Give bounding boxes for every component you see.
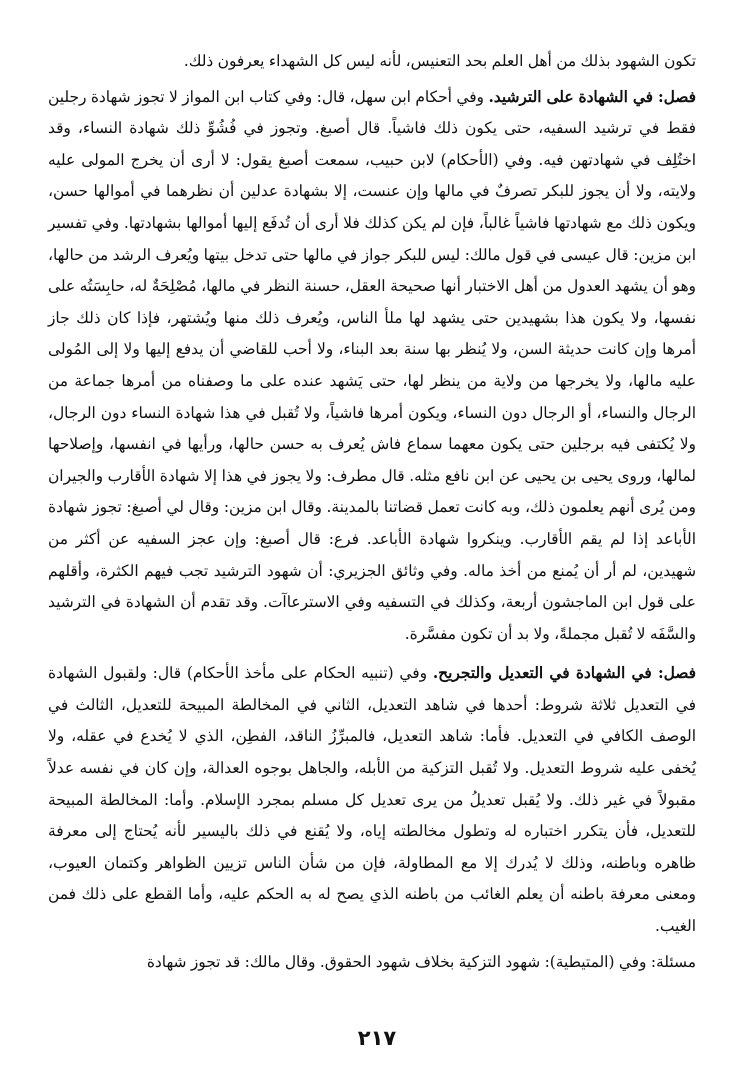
paragraph-text: وفي أحكام ابن سهل، قال: وفي كتاب ابن المواز لا تجوز شهادة رجلين فقط في ترشيد السفيه، حتى يكون ذلك فاشياً. قال أصبغ. وتجوز في فُشُوِّ ذلك شهادة النساء، وقد اختُلِف في شهادتهن فيه. وفي (الأحكام) لابن حبيب، سمعت أصبغ يقول: لا أرى أن يخرج المولى عليه ولايته، ولا أن يجوز للبكر تصرفٌ في مالها وإن عنست، إلا بشهادة عدلين أن نظرهما في أموالها حسن، ويكون ذلك مع شهادتها فاشياً غالباً، فإن لم يكن كذلك فلا أرى أن تُدفَع إليها أموالها بشهادتها. وفي تفسير ابن مزين: قال عيسى في قول مالك: ليس للبكر جواز في مالها حتى تدخل بيتها ويُعرف الرشد من حالها، وهو أن يشهد العدول من أهل الاختبار أنها صحيحة العقل، حسنة النظر في مالها، مُصْلِحَةٌ له، حابِسَتُه على نفسها، ولا يكون هذا بشهيدين حتى يشهد لها ملأ الناس، ويُعرف ذلك منها ويُشتهر، فإذا كان ذلك جاز أمرها وإن كانت حديثة السن، ولا يُنظر بها سنة بعد البناء، ولا أحب للقاضي أن يدفع إليها ولا إلى المُولى عليه مالها، ولا يخرجها من ولاية من ينظر لها، حتى يَشهد عنده على ما وصفناه من أمرها جماعة من الرجال والنساء، أو الرجال دون النساء، ويكون أمرها فاشياً، ولا تُقبل في هذا شهادة النساء دون الرجال، ولا يُكتفى فيه برجلين حتى يكون معهما سماع فاش يُعرف به حسن حالها، ورأيها في انفسها، وإصلاحها لمالها، وروى يحيى بن يحيى عن ابن نافع مثله. قال مطرف: ولا يجوز في هذا إلا شهادة الأقارب والجيران ومن يُرى أنهم يعلمون ذلك، وبه كانت تعمل قضاتنا بالمدينة. وقال ابن مزين: وقال لي أصبغ: تجوز شهادة الأباعد إذا لم يقم الأقارب. وينكروا شهادة الأباعد. فرع: قال أصبغ: وإن عجز السفيه عن أكثر من شهيدين، لم أر أن يُمنع من أخذ ماله. وفي وثائق الجزيري: أن شهود الترشيد تجب فيهم الكثرة، وأقلهم على قول ابن الماجشون أربعة، وكذلك في التسفيه وفي الاسترعاآت. وقد تقدم أن الشهادة في الترشيد والسَّفَه لا تُقبل مجملةً، ولا بد أن تكون مفسَّرة.: [48, 87, 696, 643]
page-body: [48, 46, 696, 978]
paragraph-text: وفي (تنبيه الحكام على مأخذ الأحكام) قال: ولقبول الشهادة في التعديل ثلاثة شروط: أحدها في شاهد التعديل، الثاني في المخالطة المبيحة للتعديل، الثالث في الوصف الكافي في التعديل. فأما: شاهد التعديل، فالمبرِّزُ الناقد، الفطِن، الذي لا يُخدع في عقله، ولا يُخفى عليه شروط التعديل. ولا تُقبل التزكية من الأبله، والجاهل بوجوه العدالة، وإن كان في نفسه عدلاً مقبولاً في غير ذلك. ولا يُقبل تعديلُ من يرى تعديل كل مسلم بمجرد الإسلام. وأما: المخالطة المبيحة للتعديل، فأن يتكرر اختباره له وتطول مخالطته إياه، ولا يُقنع في ذلك باليسير لأنه يُحتاج إلى معرفة ظاهره وباطنه، وذلك لا يُدرك إلا مع المطاولة، فإن من شأن الناس تزيين الظواهر وكتمان العيوب، ومعنى معرفة باطنه أن يعلم الغائب من باطنه الذي يصح له به الحكم عليه، وأما القطع على ذلك فمن الغيب.: [48, 664, 696, 936]
section-heading: فصل: في الشهادة على الترشيد.: [488, 87, 696, 106]
page-number: ٢١٧: [357, 1026, 397, 1050]
section-heading: فصل: في الشهادة في التعديل والتجريح.: [432, 664, 696, 683]
paragraph-text: تكون الشهود بذلك من أهل العلم بحد التعنيس، لأنه ليس كل الشهداء يعرفون ذلك.: [183, 52, 696, 70]
section-tadil-tajrih: [48, 658, 696, 942]
paragraph-text: مسئلة: وفي (المتيطية): شهود التزكية بخلاف شهود الحقوق. وقال مالك: قد تجوز شهادة: [146, 952, 696, 971]
section-rushd-testimony: [48, 82, 696, 651]
paragraph-masala: [48, 947, 696, 979]
paragraph-continuation: [48, 46, 696, 78]
